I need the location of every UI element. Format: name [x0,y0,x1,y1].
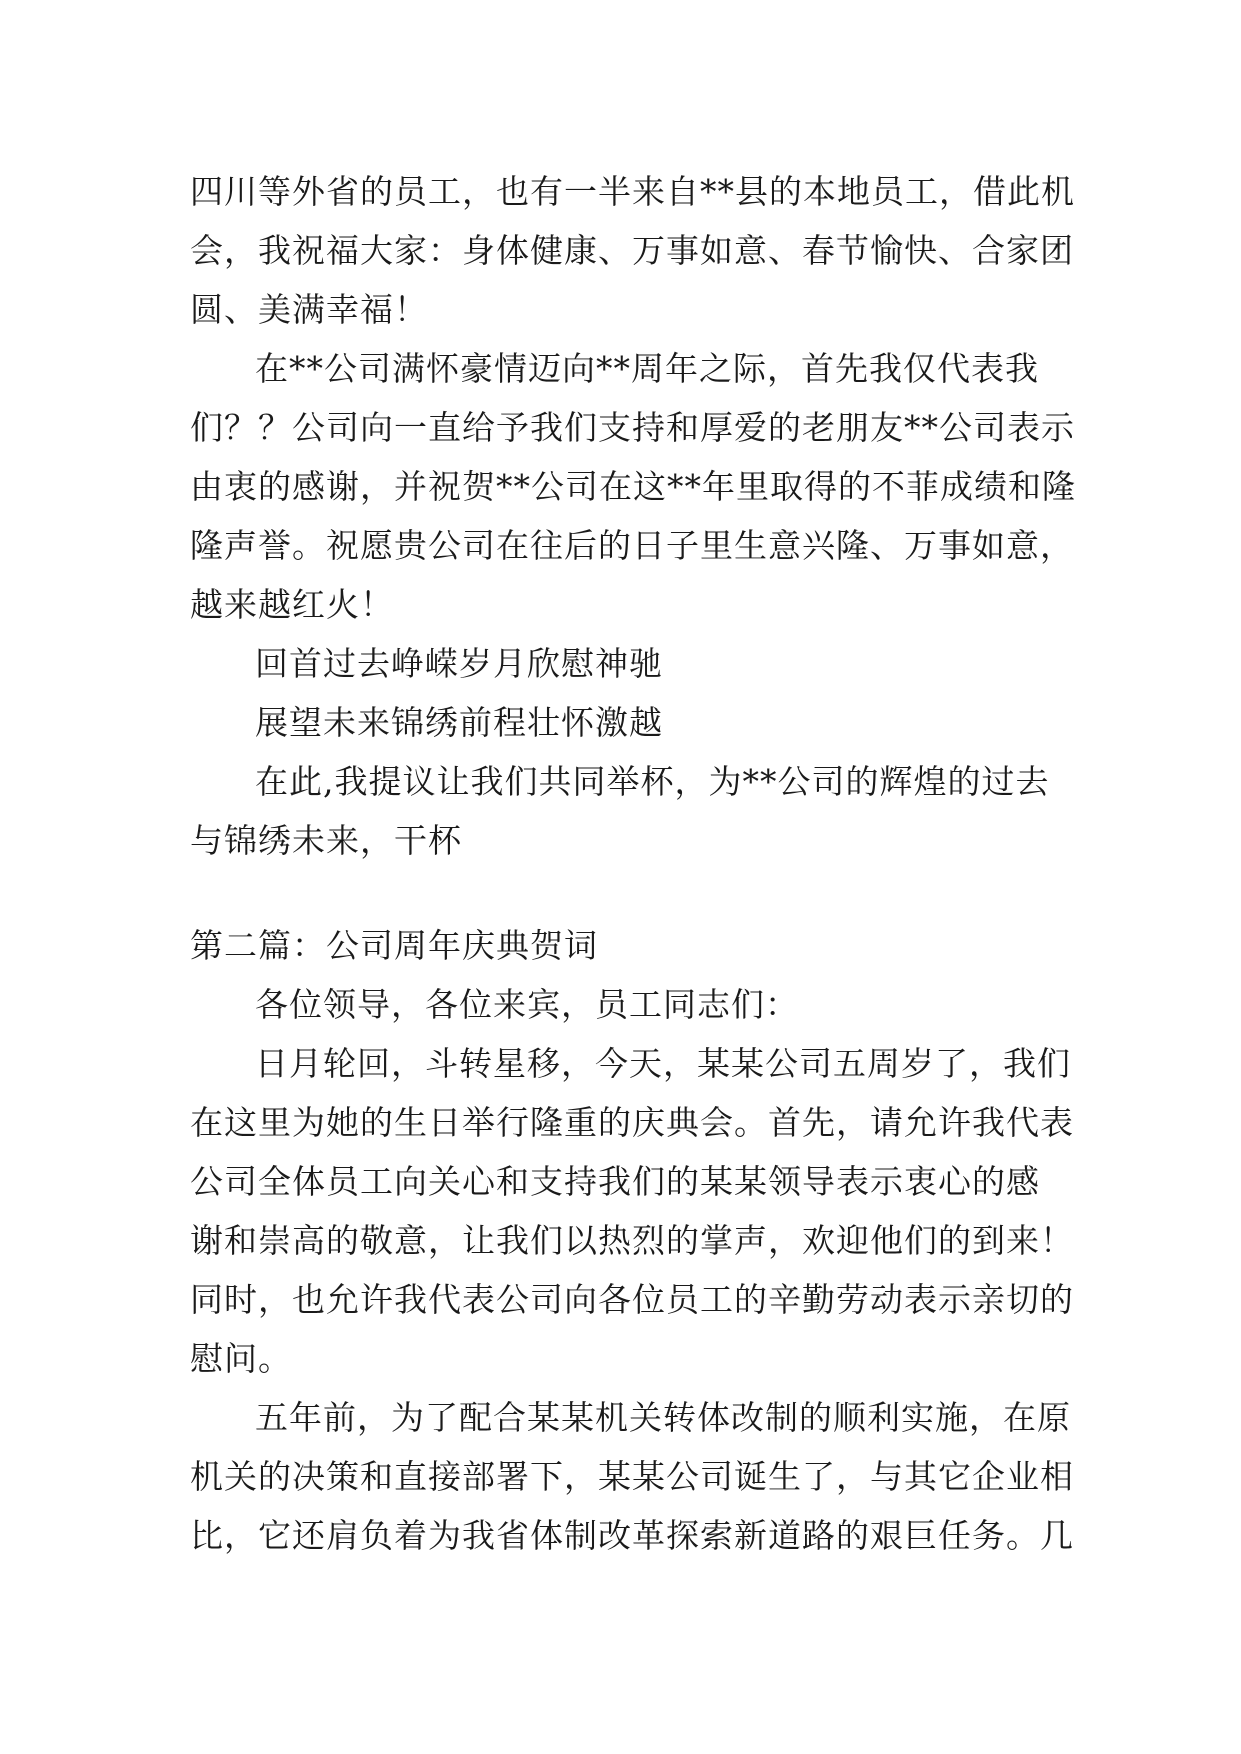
paragraph-line: 四川等外省的员工，也有一半来自**县的本地员工，借此机 [190,172,1075,211]
paragraph-line: 同时，也允许我代表公司向各位员工的辛勤劳动表示亲切的 [190,1280,1074,1319]
paragraph-line: 与锦绣未来，干杯 [190,821,462,860]
paragraph-line: 们？？公司向一直给予我们支持和厚爱的老朋友**公司表示 [190,408,1075,447]
paragraph-line: 比，它还肩负着为我省体制改革探索新道路的艰巨任务。几 [190,1516,1074,1555]
paragraph-line: 公司全体员工向关心和支持我们的某某领导表示衷心的感 [190,1162,1040,1201]
paragraph-line: 越来越红火！ [190,585,394,624]
verse-line: 回首过去峥嵘岁月欣慰神驰 [255,644,663,683]
paragraph-line: 在此,我提议让我们共同举杯，为**公司的辉煌的过去 [255,762,1050,801]
paragraph-line: 由衷的感谢，并祝贺**公司在这**年里取得的不菲成绩和隆 [190,467,1076,506]
paragraph-line: 隆声誉。祝愿贵公司在往后的日子里生意兴隆、万事如意， [190,526,1074,565]
paragraph-line: 谢和崇高的敬意，让我们以热烈的掌声，欢迎他们的到来！ [190,1221,1074,1260]
paragraph-line: 五年前，为了配合某某机关转体改制的顺利实施，在原 [255,1398,1071,1437]
paragraph-line: 会，我祝福大家：身体健康、万事如意、春节愉快、合家团 [190,231,1074,270]
paragraph-line: 在这里为她的生日举行隆重的庆典会。首先，请允许我代表 [190,1103,1074,1142]
salutation-line: 各位领导，各位来宾，员工同志们： [255,985,799,1024]
section-heading: 第二篇：公司周年庆典贺词 [190,926,598,965]
paragraph-line: 慰问。 [190,1339,292,1378]
verse-line: 展望未来锦绣前程壮怀激越 [255,703,663,742]
paragraph-line: 日月轮回，斗转星移，今天，某某公司五周岁了，我们 [255,1044,1071,1083]
paragraph-line: 机关的决策和直接部署下，某某公司诞生了，与其它企业相 [190,1457,1074,1496]
paragraph-line: 圆、美满幸福！ [190,290,428,329]
paragraph-line: 在**公司满怀豪情迈向**周年之际，首先我仅代表我 [255,349,1039,388]
